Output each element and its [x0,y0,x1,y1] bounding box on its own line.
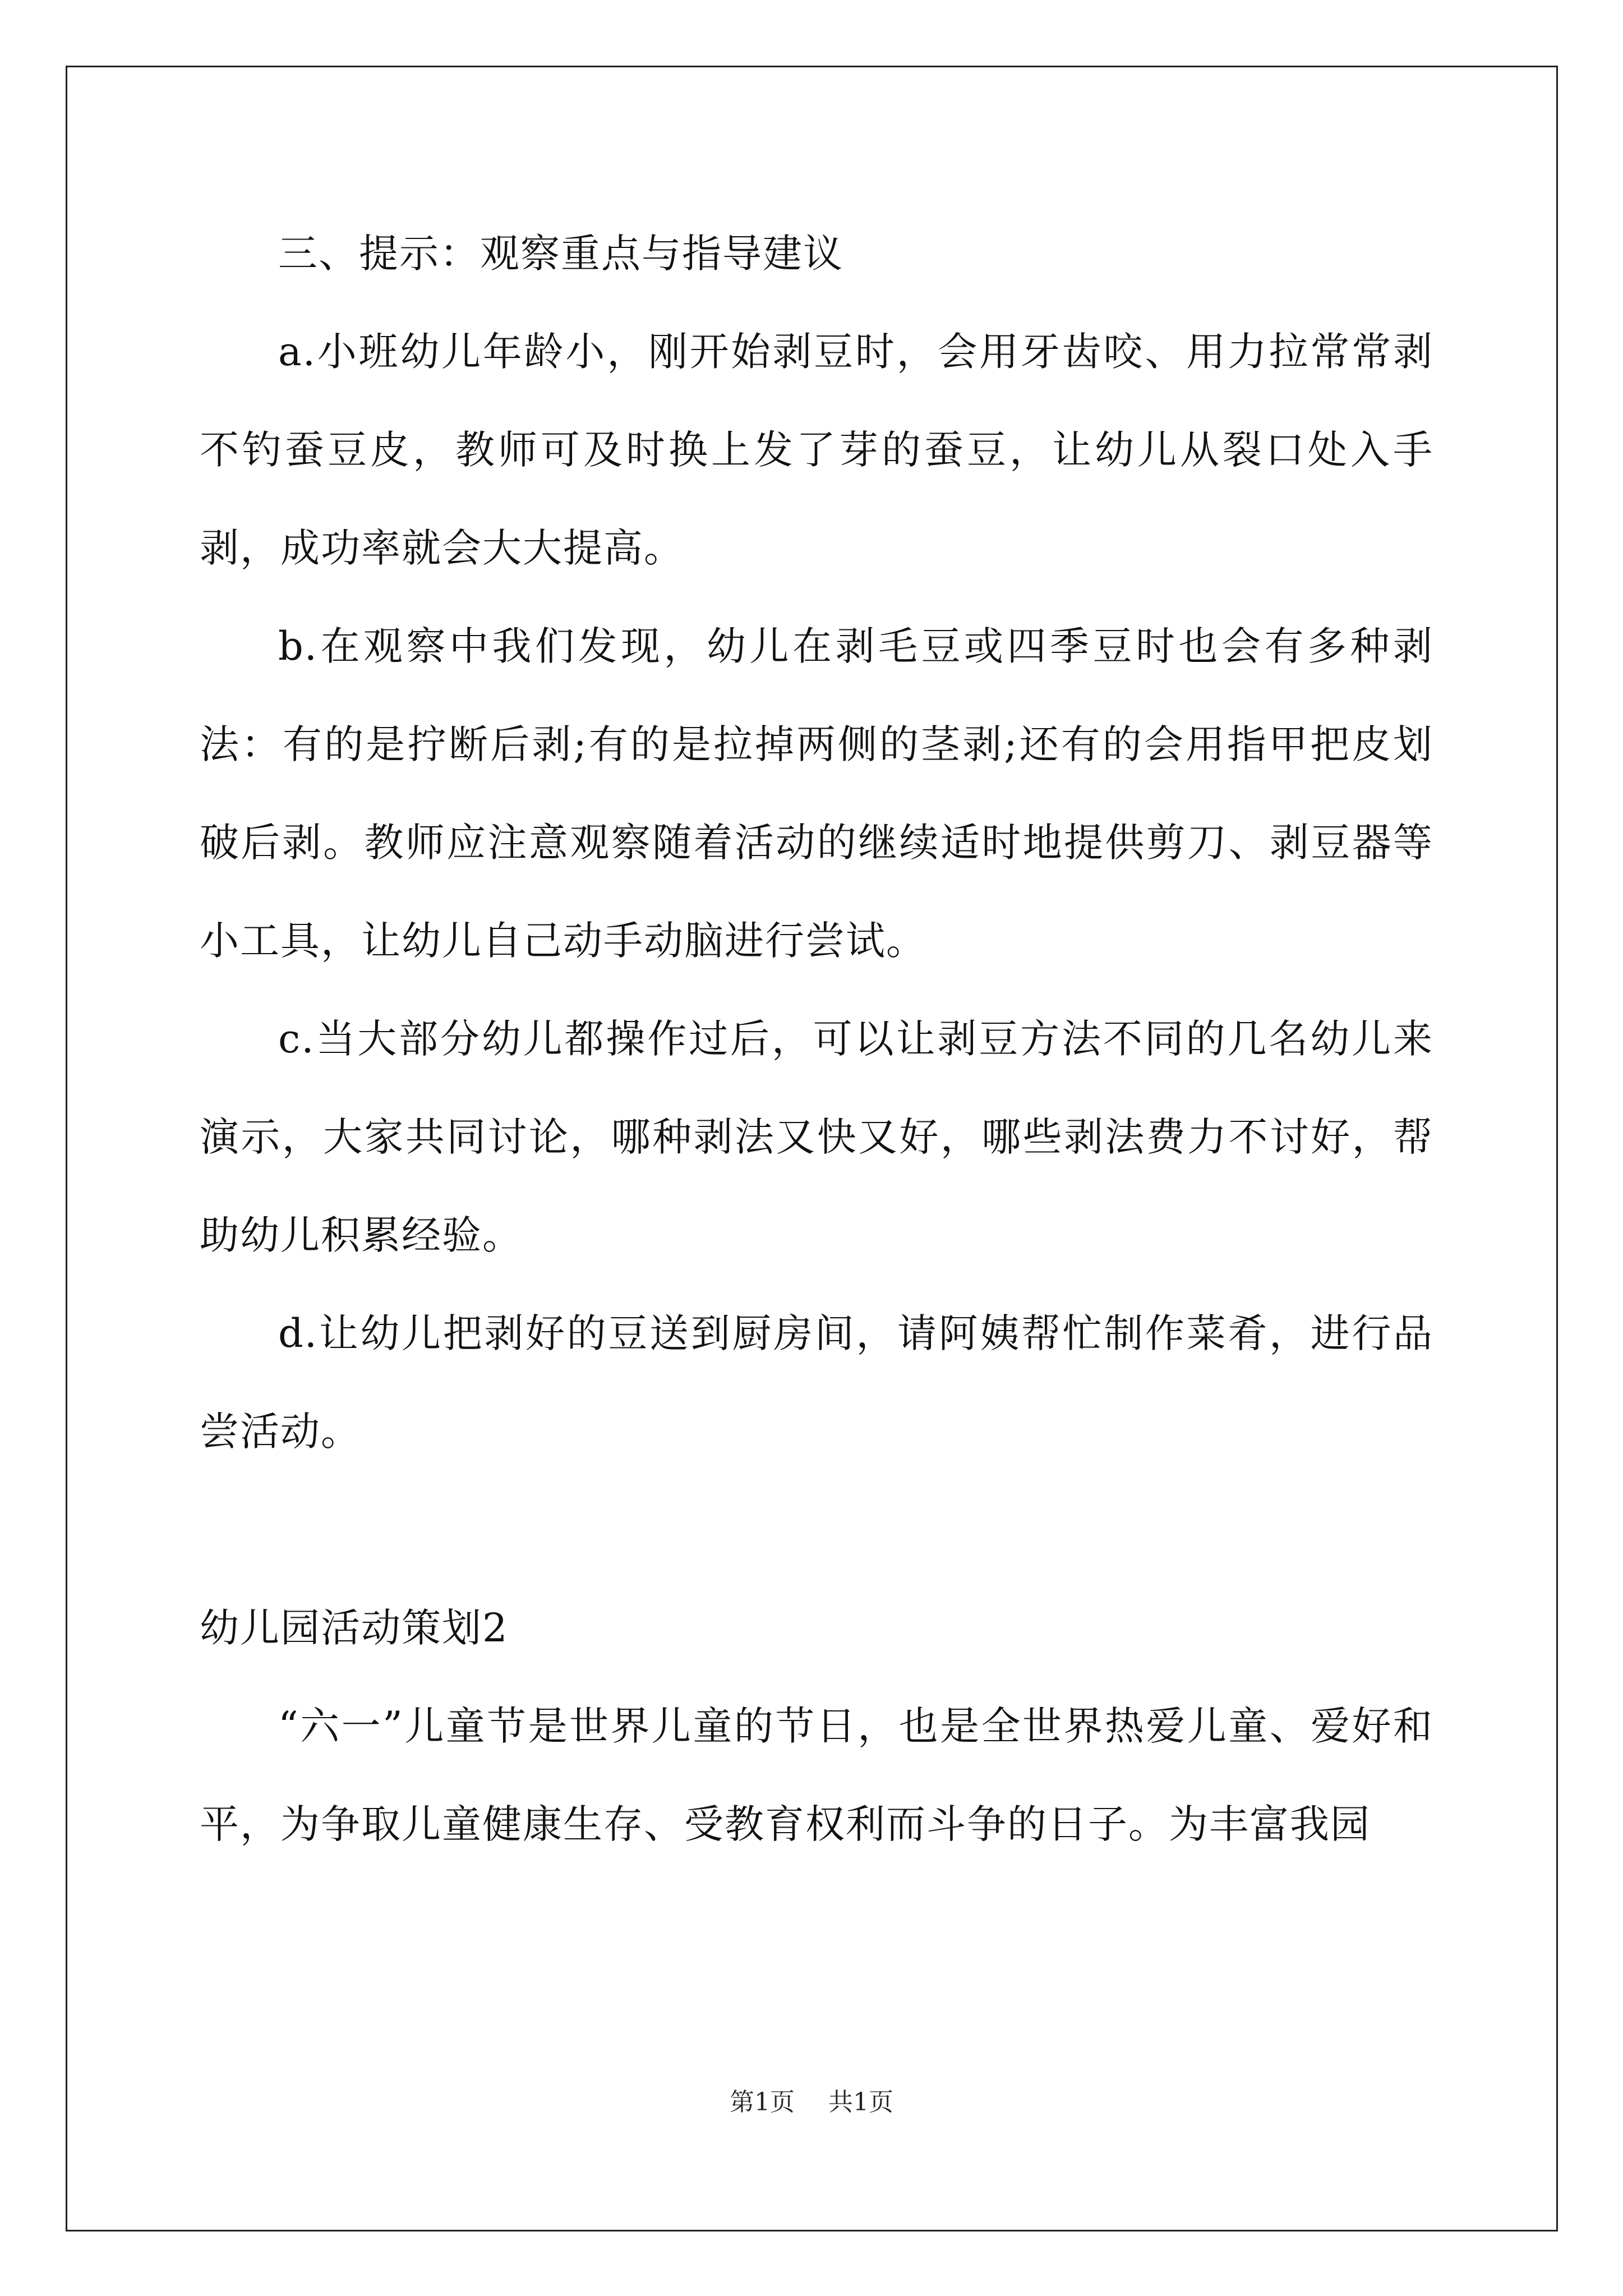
page-footer [0,2086,1623,2119]
section-paragraph: “六一”儿童节是世界儿童的节日，也是全世界热爱儿童、爱好和平，为争取儿童健康生存、受教育权利而斗争的日子。为丰富我园 [200,1703,1433,1847]
document-body [200,205,1433,1874]
paragraph-c: c.当大部分幼儿都操作过后，可以让剥豆方法不同的几名幼儿来演示，大家共同讨论，哪种剥法又快又好，哪些剥法费力不讨好，帮助幼儿积累经验。 [200,1016,1433,1258]
page-number: 第1页 [730,2088,795,2116]
paragraph-b: b.在观察中我们发现，幼儿在剥毛豆或四季豆时也会有多种剥法：有的是拧断后剥;有的是拉掉两侧的茎剥;还有的会用指甲把皮划破后剥。教师应注意观察随着活动的继续适时地提供剪刀、剥豆器等小工具，让幼儿自己动手动脑进行尝试。 [200,623,1433,964]
section-title: 幼儿园活动策划2 [200,1605,509,1651]
paragraph-d: d.让幼儿把剥好的豆送到厨房间，请阿姨帮忙制作菜肴，进行品尝活动。 [200,1310,1433,1455]
heading-tips: 三、提示：观察重点与指导建议 [278,231,843,277]
paragraph-a: a.小班幼儿年龄小，刚开始剥豆时，会用牙齿咬、用力拉常常剥不钓蚕豆皮，教师可及时换上发了芽的蚕豆，让幼儿从裂口处入手剥，成功率就会大大提高。 [200,329,1433,571]
page-total: 共1页 [828,2088,893,2116]
